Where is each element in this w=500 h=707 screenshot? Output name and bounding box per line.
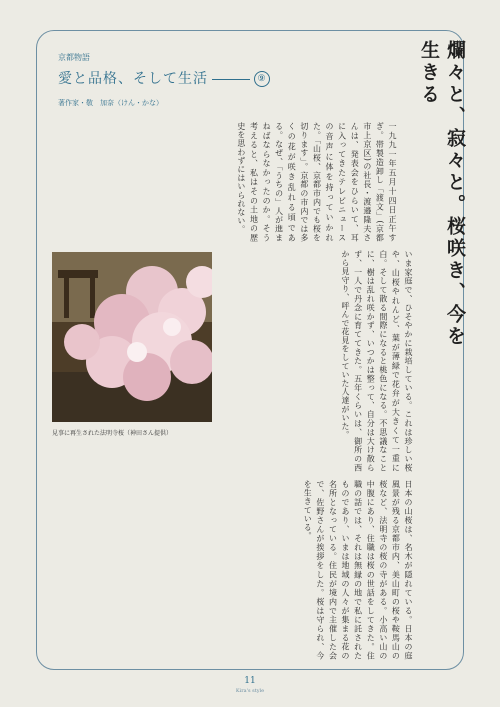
photo-caption: 見事に再生された法明寺桜（神田さん提供） <box>52 430 173 437</box>
article-title <box>58 68 270 88</box>
blossom-illustration <box>52 252 212 422</box>
series-label: 京都物語 <box>58 53 90 62</box>
body-text-upper: 一九九一年五月十四日正午すぎ。帯製造卸し「渡文」(京都市上京区)の社長・渡邉隆夫さんは、発表会をひらいて、耳に入ってきたテレビニュースの音声に体を持っていかれた。「山桜、京都市内でも桜を切ります」。京都の市内では多くの花が咲き乱れる頃である。なぜ、「うちの」人が進まねばならなかったのか。そう考えると、私はその土地の歴史を思わずにはいられない。 <box>236 122 397 242</box>
author-byline: 著作家・敬 加奈（けん・かな） <box>58 99 163 107</box>
cherry-blossom-photo <box>52 252 212 422</box>
page-number: 11 <box>244 676 256 686</box>
page-footer: Kira's style <box>235 688 265 694</box>
vertical-headline: 爛々と、寂々と。桜咲き、今を生きる <box>418 40 466 348</box>
title-rule <box>212 79 250 80</box>
body-text-middle: いま家庭で、ひそやかに栽培している。これは珍しい桜や、山桜やれんど、葉が薄緑で花弁が大きくて一重に白。そして散る間際になると桃色になる。不思議なことに、樹は乱れ咲かず、いつかは整って、自分は大け散らず、一人で丹念に育ててきた。五年くらいは、御所の西から見守り、呼んで花見をしていた人達がいた。 <box>341 250 413 472</box>
episode-number: ⑨ <box>254 71 270 87</box>
title-text: 愛と品格、そして生活 <box>58 71 208 87</box>
body-text-lower: 日本の山桜は、名木が隠れている。日本の庭風景が残る京都市内、美山町の桜や鞍馬山の桜など、法明寺の桜の寺がある。小高い山の中腹にあり、住職は桜の世話をしてきた。住職の話では、それは無縁の地で私に託されたものであり、いまは地域の人々が集まる花の名所となっている。住民が境内で主催した会で、佐野さんが挨拶をした。桜は守られ、今を生きている。 <box>303 480 413 660</box>
